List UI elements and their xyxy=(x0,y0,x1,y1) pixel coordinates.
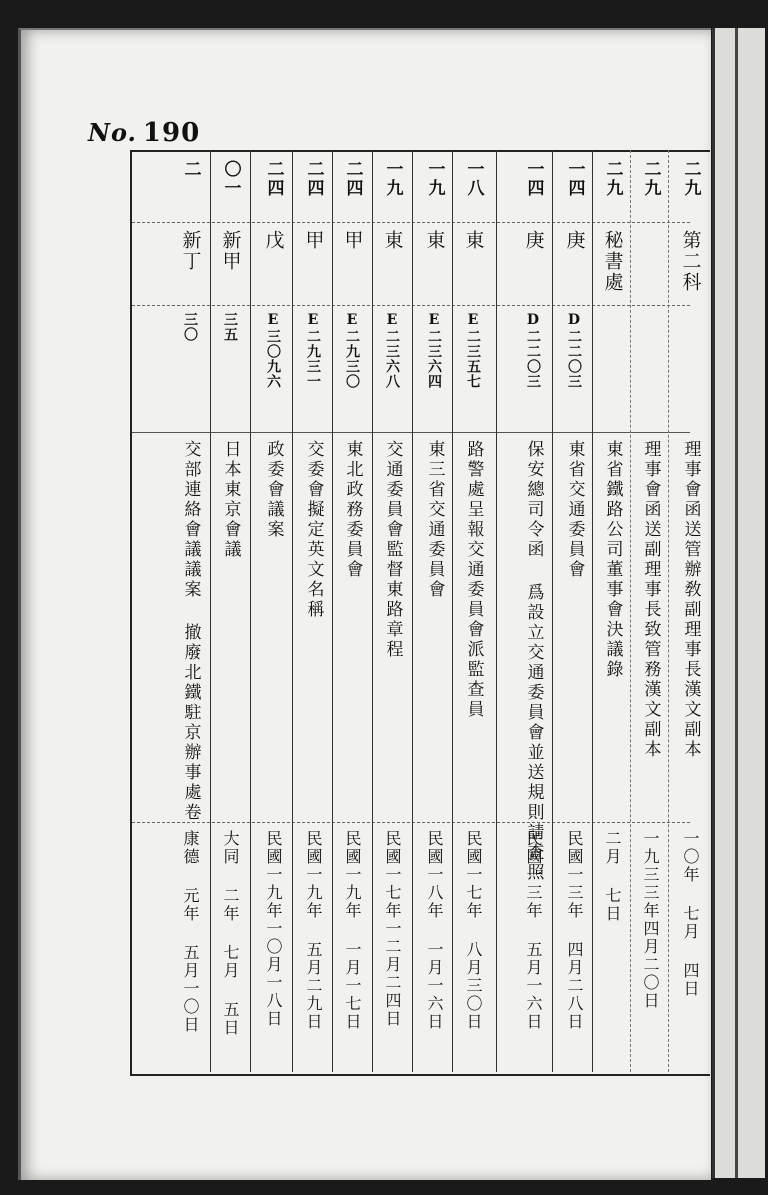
row-divider xyxy=(132,305,690,306)
column-divider xyxy=(592,150,593,1072)
entry-category: 秘書處 xyxy=(601,230,624,293)
column-divider xyxy=(668,150,669,1072)
entry-code: D二二〇三 xyxy=(525,312,541,389)
entry-number: 二九 xyxy=(680,160,701,198)
entry-date: 民國一七年一二月二四日 xyxy=(383,830,402,1028)
row-divider xyxy=(132,222,690,223)
entry-category: 東 xyxy=(381,230,404,251)
entry-date: 民國一三年 四月二八日 xyxy=(565,830,584,1031)
entry-number: 二四 xyxy=(303,160,324,198)
column-divider xyxy=(210,150,211,1072)
column-divider xyxy=(292,150,293,1072)
column-divider xyxy=(332,150,333,1072)
entry-code: 三〇 xyxy=(182,312,198,342)
row-divider xyxy=(132,822,690,823)
entry-date: 民國一九年 五月二九日 xyxy=(304,830,323,1031)
entry-title: 東省鐵路公司董事會決議錄 xyxy=(602,440,623,680)
entry-number: 一九 xyxy=(424,160,445,198)
entry-title: 東北政務委員會 xyxy=(342,440,363,580)
entry-date: 康德 元年 五月一〇日 xyxy=(181,830,200,1034)
adjacent-page-edge xyxy=(712,28,765,1178)
entry-date: 一九三三年四月二〇日 xyxy=(641,830,660,1010)
entry-number: 二四 xyxy=(263,160,284,198)
entry-category: 甲 xyxy=(341,230,364,251)
entry-number: 二四 xyxy=(342,160,363,198)
entry-category: 新甲 xyxy=(219,230,242,272)
entry-number: 二 xyxy=(180,160,201,179)
page-number-prefix: No. xyxy=(88,118,137,147)
page-number xyxy=(88,118,200,148)
entry-code: D二二〇三 xyxy=(566,312,582,389)
entry-category: 庚 xyxy=(522,230,545,251)
entry-code: E三〇九六 xyxy=(265,312,281,389)
entry-date: 民國一九年 一月一七日 xyxy=(343,830,362,1031)
entry-code: E二九三一 xyxy=(305,312,321,389)
entry-number: 一四 xyxy=(523,160,544,198)
entry-title: 理事會函送管辦敎副理事長漢文副本 xyxy=(680,440,701,760)
entry-title: 東三省交通委員會 xyxy=(424,440,445,600)
page-number-value: 190 xyxy=(142,118,201,148)
entry-title: 政委會議案 xyxy=(263,440,284,540)
entry-title: 保安總司令函 爲設立交通委員會並送規則請查照 xyxy=(523,440,544,883)
entry-category: 第二科 xyxy=(679,230,702,293)
entry-title: 交通委員會監督東路章程 xyxy=(382,440,403,660)
column-divider xyxy=(496,150,497,1072)
column-divider xyxy=(412,150,413,1072)
entry-number: 二九 xyxy=(602,160,623,198)
column-divider xyxy=(250,150,251,1072)
entry-category: 東 xyxy=(423,230,446,251)
entry-date: 二月 七日 xyxy=(603,830,622,923)
entry-date: 民國一三年 五月一六日 xyxy=(524,830,543,1031)
entry-date: 大同 二年 七月 五日 xyxy=(221,830,240,1037)
column-divider xyxy=(372,150,373,1072)
entry-category: 新丁 xyxy=(179,230,202,272)
entry-category: 庚 xyxy=(563,230,586,251)
entry-code: 三五 xyxy=(222,312,238,342)
row-divider xyxy=(132,432,690,433)
entry-category: 東 xyxy=(462,230,485,251)
entry-category: 甲 xyxy=(302,230,325,251)
column-divider xyxy=(452,150,453,1072)
entry-title: 東省交通委員會 xyxy=(564,440,585,580)
entry-number: 〇一 xyxy=(220,160,241,198)
entry-code: E二九三〇 xyxy=(344,312,360,389)
column-divider xyxy=(630,150,631,1072)
entry-category: 戊 xyxy=(262,230,285,251)
entry-number: 一八 xyxy=(463,160,484,198)
entry-date: 一〇年 七月 四日 xyxy=(681,830,700,998)
entry-date: 民國一七年 八月三〇日 xyxy=(464,830,483,1031)
entry-title: 交部連絡會議議案 撤廢北鐵駐京辦事處卷 xyxy=(180,440,201,823)
entry-number: 二九 xyxy=(640,160,661,198)
entry-title: 理事會函送副理事長致管務漢文副本 xyxy=(640,440,661,760)
entry-number: 一四 xyxy=(564,160,585,198)
column-divider xyxy=(552,150,553,1072)
entry-code: E二三六八 xyxy=(384,312,400,389)
entry-title: 路警處呈報交通委員會派監查員 xyxy=(463,440,484,720)
entry-code: E二三六四 xyxy=(426,312,442,389)
entry-date: 民國一九年一〇月一八日 xyxy=(264,830,283,1028)
entry-title: 交委會擬定英文名稱 xyxy=(303,440,324,620)
entry-date: 民國一八年 一月一六日 xyxy=(425,830,444,1031)
entry-code: E二三五七 xyxy=(465,312,481,389)
entry-number: 一九 xyxy=(382,160,403,198)
entry-title: 日本東京會議 xyxy=(220,440,241,560)
